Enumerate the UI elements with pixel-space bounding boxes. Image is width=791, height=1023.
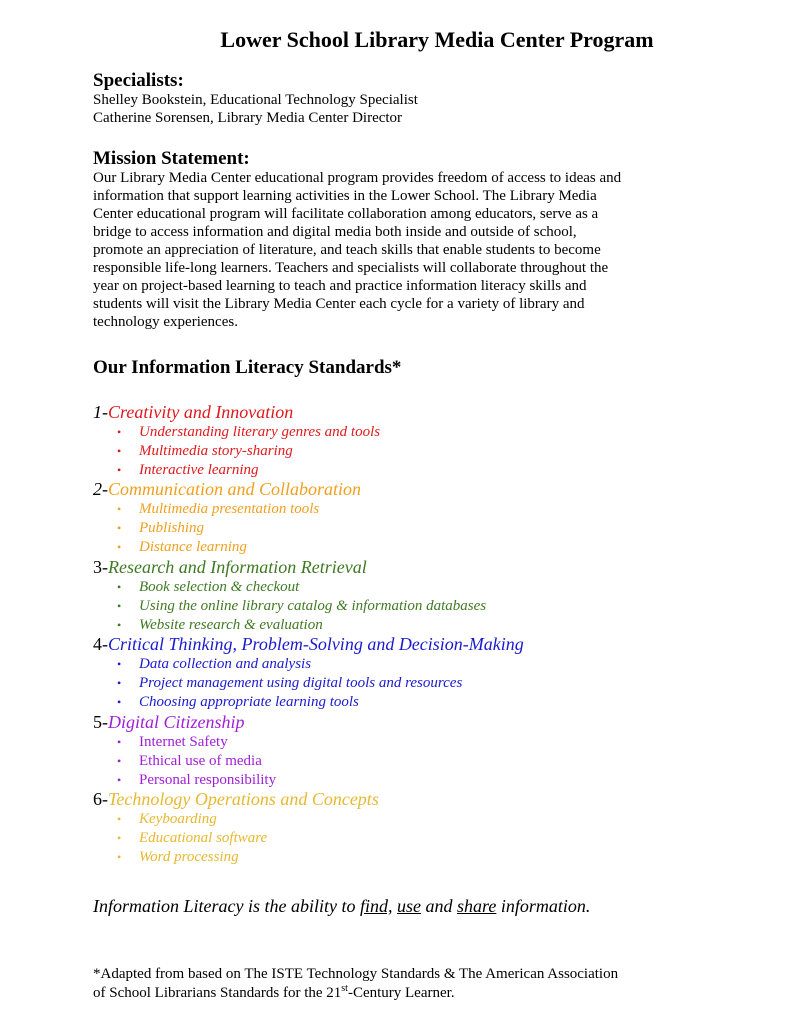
bullet-icon: • [117, 463, 122, 477]
list-item-label: Multimedia presentation tools [139, 501, 320, 517]
mission-heading: Mission Statement: [93, 148, 250, 169]
footnote-text: of School Librarians Standards for the 21 [93, 985, 342, 1001]
standard-number: 5- [93, 712, 108, 732]
footnote-line [93, 984, 733, 1003]
list-item-label: Project management using digital tools and resources [139, 675, 463, 691]
bullet-icon: • [117, 599, 122, 613]
specialist-name: Catherine Sorensen, Library Media Center Director [93, 110, 403, 126]
bullet-icon: • [117, 580, 122, 594]
standard-number: 6- [93, 789, 108, 809]
bullet-icon: • [117, 502, 122, 516]
standard-2-heading [93, 479, 361, 499]
mission-line: students will visit the Library Media Center each cycle for a variety of library and [93, 296, 585, 312]
list-item-label: Word processing [139, 849, 239, 865]
list-item-label: Ethical use of media [139, 753, 262, 769]
standard-name: Technology Operations and Concepts [108, 789, 379, 809]
bullet-icon: • [117, 754, 122, 768]
list-item [117, 616, 323, 634]
bullet-icon: • [117, 735, 122, 749]
list-item-label: Website research & evaluation [139, 617, 323, 633]
closing-statement [93, 894, 590, 918]
list-item-label: Publishing [139, 520, 205, 536]
mission-paragraph [93, 169, 703, 331]
bullet-icon: • [117, 657, 122, 671]
mission-line: year on project-based learning to teach and practice information literacy skills and [93, 278, 587, 294]
list-item-label: Keyboarding [139, 811, 217, 827]
list-item [117, 538, 247, 556]
standard-number: 3- [93, 557, 108, 577]
standard-3-heading [93, 557, 367, 577]
closing-word-use: use [397, 896, 421, 916]
mission-line: Our Library Media Center educational program provides freedom of access to ideas and [93, 170, 622, 186]
bullet-icon: • [117, 695, 122, 709]
list-item [117, 500, 319, 518]
standard-name: Creativity and Innovation [108, 402, 294, 422]
bullet-icon: • [117, 540, 122, 554]
bullet-icon: • [117, 444, 122, 458]
standard-5-heading [93, 712, 245, 732]
list-item-label: Internet Safety [139, 734, 228, 750]
mission-line: promote an appreciation of literature, and teach skills that enable students to become [93, 242, 601, 258]
list-item [117, 655, 311, 673]
list-item [117, 693, 359, 711]
page-title: Lower School Library Media Center Program [220, 27, 654, 52]
mission-line: Center educational program will facilitate collaboration among educators, serve as a [93, 206, 599, 222]
list-item [117, 442, 293, 460]
standard-6-heading [93, 789, 379, 809]
list-item [117, 733, 228, 751]
standard-name: Critical Thinking, Problem-Solving and Decision-Making [108, 634, 524, 654]
closing-prefix: Information Literacy is the ability to [93, 896, 360, 916]
standard-number: 2- [93, 479, 108, 499]
list-item [117, 519, 204, 537]
footnote-line: *Adapted from based on The ISTE Technology Standards & The American Association [93, 966, 619, 982]
list-item-label: Interactive learning [139, 462, 259, 478]
standard-name: Research and Information Retrieval [108, 557, 367, 577]
closing-mid: and [421, 896, 457, 916]
standard-name: Digital Citizenship [108, 712, 245, 732]
list-item [117, 771, 276, 789]
list-item [117, 597, 486, 615]
standard-4-heading [93, 634, 524, 654]
list-item [117, 810, 217, 828]
list-item [117, 674, 462, 692]
footnote [93, 965, 733, 1003]
bullet-icon: • [117, 773, 122, 787]
specialist-name: Shelley Bookstein, Educational Technology Specialist [93, 92, 418, 108]
list-item [117, 461, 259, 479]
mission-line: technology experiences. [93, 314, 238, 330]
closing-word-find: find, [359, 896, 393, 916]
bullet-icon: • [117, 676, 122, 690]
footnote-text: -Century Learner. [347, 985, 455, 1001]
list-item [117, 578, 299, 596]
list-item-label: Understanding literary genres and tools [139, 424, 381, 440]
closing-word-share: share [457, 896, 497, 916]
bullet-icon: • [117, 521, 122, 535]
bullet-icon: • [117, 831, 122, 845]
standard-1-heading [93, 402, 293, 422]
list-item [117, 829, 267, 847]
footnote-superscript: st [341, 983, 348, 994]
standard-number: 4- [93, 634, 108, 654]
bullet-icon: • [117, 850, 122, 864]
mission-line: responsible life-long learners. Teachers and specialists will collaborate throughout the [93, 260, 609, 276]
list-item-label: Book selection & checkout [139, 579, 300, 595]
standard-number: 1- [93, 402, 108, 422]
specialists-list [93, 91, 703, 127]
bullet-icon: • [117, 812, 122, 826]
list-item-label: Educational software [139, 830, 268, 846]
list-item-label: Choosing appropriate learning tools [139, 694, 359, 710]
list-item-label: Multimedia story-sharing [139, 443, 293, 459]
list-item-label: Using the online library catalog & information databases [139, 598, 487, 614]
bullet-icon: • [117, 618, 122, 632]
list-item-label: Data collection and analysis [139, 656, 312, 672]
mission-line: information that support learning activities in the Lower School. The Library Media [93, 188, 597, 204]
specialists-heading: Specialists: [93, 70, 184, 91]
list-item-label: Personal responsibility [139, 772, 277, 788]
bullet-icon: • [117, 425, 122, 439]
mission-line: bridge to access information and digital media both inside and outside of school, [93, 224, 577, 240]
list-item-label: Distance learning [139, 539, 247, 555]
list-item [117, 848, 239, 866]
standards-heading: Our Information Literacy Standards* [93, 357, 402, 378]
list-item [117, 752, 262, 770]
list-item [117, 423, 380, 441]
standard-name: Communication and Collaboration [108, 479, 362, 499]
closing-suffix: information. [496, 896, 591, 916]
